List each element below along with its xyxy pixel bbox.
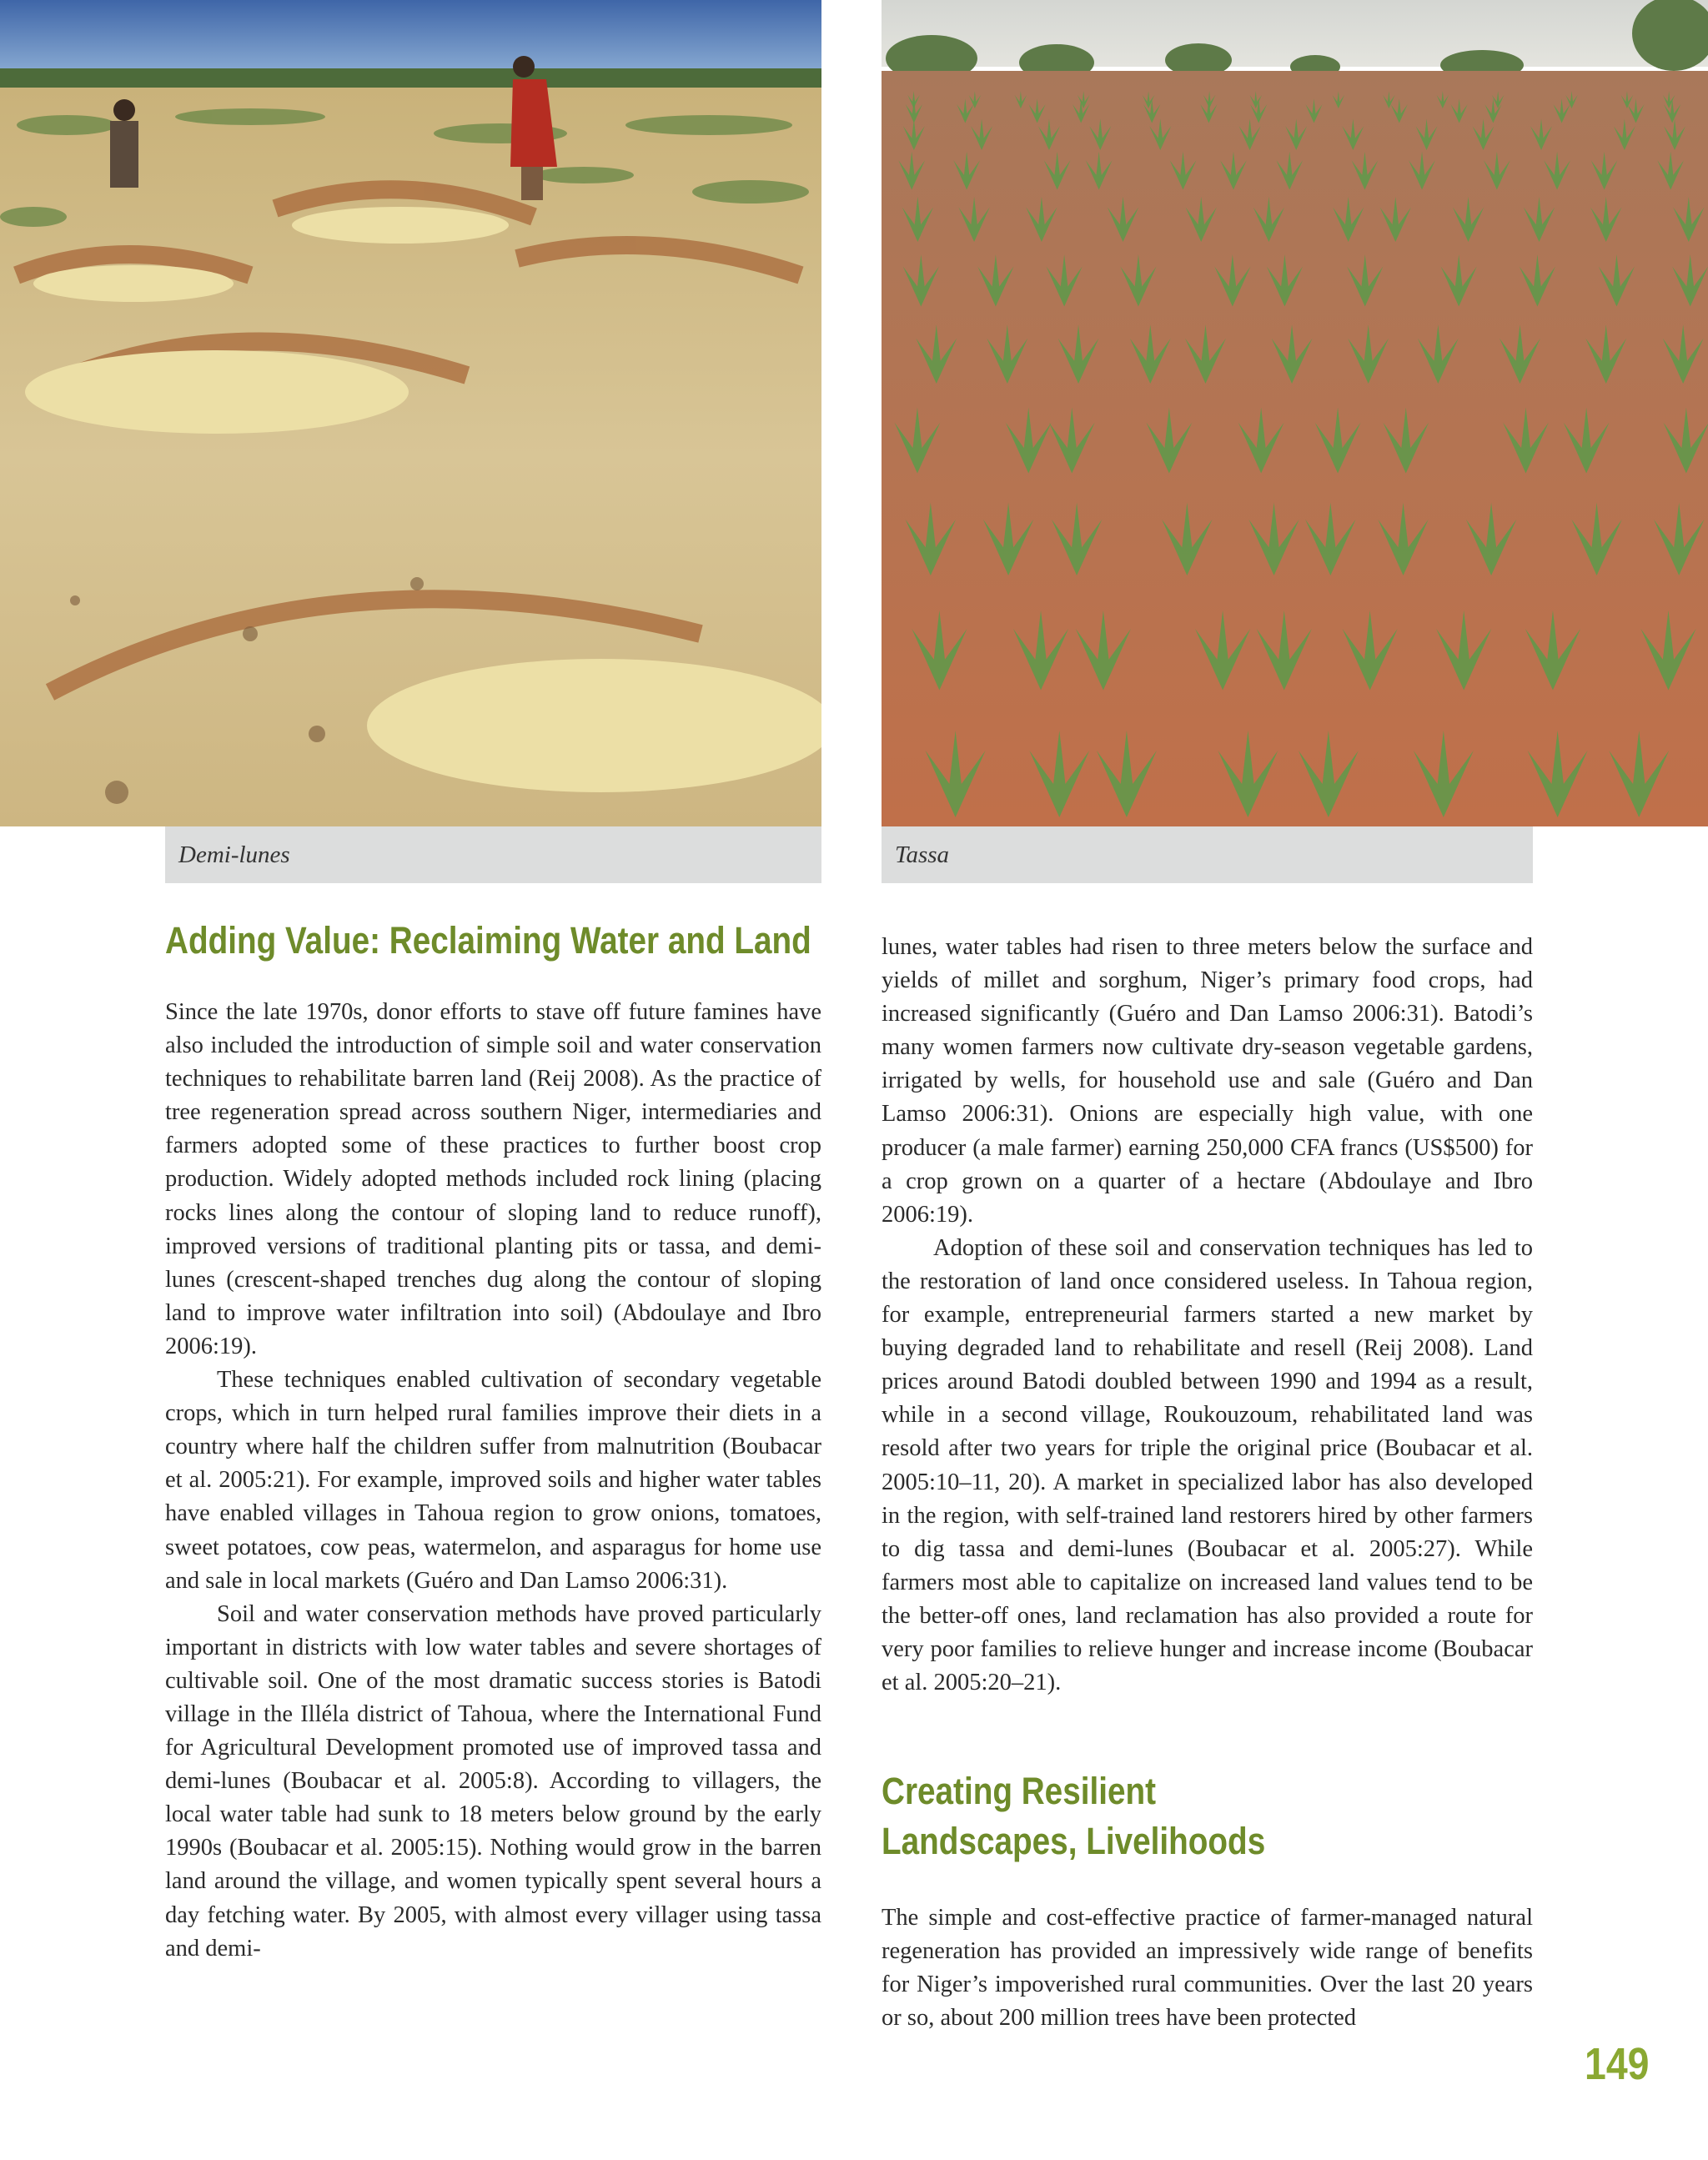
body-paragraph: lunes, water tables had risen to three meters below the surface and yields of millet and sorghum, Niger’s primary food crops, had increased significantly (Guéro and Dan Lamso 2006:31). Batodi’s many women farmers now cultivate dry-season vegetable gardens, irrigated by wells, for household use and sale (Guéro and Dan Lamso 2006:31). Onions are especially high value, with one producer (a male farmer) earning 250,000 CFA francs (US$500) for a crop grown on a quarter of a hectare (Abdoulaye and Ibro 2006:19).: [882, 934, 1533, 1228]
body-paragraph: Adoption of these soil and conservation techniques has led to the restoration of land once considered useless. In Tahoua region, for example, entrepreneurial farmers started a new market by buying degraded land to rehabilitate and resell (Reij 2008). Land prices around Batodi doubled between 1990 and 1994 as a result, while in a second village, Roukouzoum, rehabilitated land was resold after two years for triple the original price (Boubacar et al. 2005:10–11, 20). A market in specialized labor has also developed in the region, with self-trained land restorers hired by other farmers to dig tassa and demi-lunes (Boubacar et al. 2005:27). While farmers most able to capitalize on increased land values tend to be the better-off ones, land reclamation has also provided a route for very poor families to relieve hunger and increase income (Boubacar et al. 2005:20–21).: [882, 1234, 1533, 1696]
page-number: 149: [1585, 2039, 1650, 2089]
section-heading-adding-value: Adding Value: Reclaiming Water and Land: [165, 919, 811, 962]
body-paragraph: Soil and water conservation methods have proved particularly important in districts with low water tables and severe shortages of cultivable soil. One of the most dramatic success stories is Batodi village in the Illéla district of Tahoua, where the International Fund for Agricultural Development promoted use of improved tassa and demi-lunes (Boubacar et al. 2005:8). According to villagers, the local water table had sunk to 18 meters below ground by the early 1990s (Boubacar et al. 2005:15). Nothing would grow in the barren land around the village, and women typically spent several hours a day fetching water. By 2005, with almost every villager using tassa and demi-: [165, 1600, 821, 1962]
body-paragraph: The simple and cost-effective practice of farmer-managed natural regeneration has provided an impressively wide range of benefits for Niger’s impoverished rural communities. Over the last 20 years or so, about 200 million trees have been protected: [882, 1905, 1533, 2032]
heading-line: Creating Resilient: [882, 1770, 1157, 1812]
photo-caption-demi-lunes: Demi-lunes: [165, 826, 821, 883]
right-column-text-section2: [882, 1901, 1533, 2035]
tassa-illustration: [882, 0, 1708, 826]
person-figure-left: [110, 99, 138, 188]
tassa-photo: [882, 0, 1708, 826]
right-column-text: [882, 931, 1533, 1700]
body-paragraph: Since the late 1970s, donor efforts to stave off future famines have also included the introduction of simple soil and water conservation techniques to rehabilitate barren land (Reij 2008). As the practice of tree regeneration spread across southern Niger, intermediaries and farmers adopted some of these practices to further boost crop production. Widely adopted methods included rock lining (placing rocks lines along the contour of sloping land to reduce runoff), improved versions of traditional planting pits or tassa, and demi-lunes (crescent-shaped trenches dug along the contour of sloping land to improve water infiltration into soil) (Abdoulaye and Ibro 2006:19).: [165, 999, 821, 1359]
section-heading-creating-resilient: [882, 1766, 1265, 1866]
demi-lunes-illustration: [0, 0, 821, 826]
body-paragraph: These techniques enabled cultivation of secondary vegetable crops, which in turn helped rural families improve their diets in a country where half the children suffer from malnutrition (Boubacar et al. 2005:21). For example, improved soils and higher water tables have enabled villages in Tahoua region to grow onions, tomatoes, sweet potatoes, cow peas, watermelon, and asparagus for home use and sale in local markets (Guéro and Dan Lamso 2006:31).: [165, 1367, 821, 1594]
demi-lunes-photo: [0, 0, 821, 826]
heading-line: Landscapes, Livelihoods: [882, 1820, 1266, 1862]
photo-caption-tassa: Tassa: [882, 826, 1533, 883]
left-column-text: [165, 996, 821, 1966]
